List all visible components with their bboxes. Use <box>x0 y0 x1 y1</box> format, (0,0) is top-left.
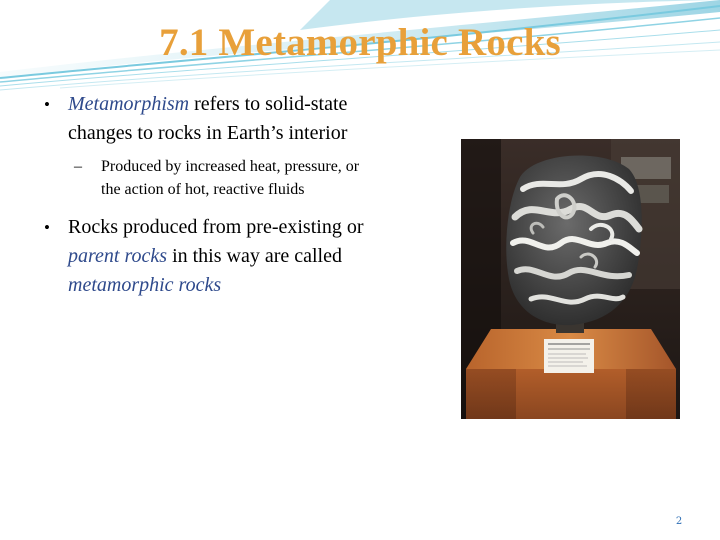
bullet-text: in this way are called <box>167 245 342 267</box>
bullet-metamorphism <box>30 90 450 148</box>
slide-body <box>30 90 450 300</box>
slide-title: 7.1 Metamorphic Rocks <box>159 21 561 64</box>
sub-bullet-text: Produced by increased heat, pressure, or <box>101 158 360 175</box>
sub-bullet-marker: – <box>74 158 82 175</box>
sub-bullet-causes <box>30 155 450 201</box>
bullet-metamorphic-rocks <box>30 213 450 300</box>
metamorphic-rock-photo <box>461 139 680 419</box>
bullet-marker: • <box>44 95 50 114</box>
bullet-text: refers to solid-state <box>189 93 348 115</box>
page-number: 2 <box>675 516 683 527</box>
sub-bullet-text: the action of hot, reactive fluids <box>101 181 305 198</box>
bullet-marker: • <box>44 218 50 237</box>
term-metamorphic-rocks: metamorphic rocks <box>68 274 222 296</box>
term-parent-rocks: parent rocks <box>68 245 168 267</box>
bullet-text: changes to rocks in Earth’s interior <box>68 122 348 144</box>
bullet-text: Rocks produced from pre-existing or <box>68 216 364 238</box>
term-metamorphism: Metamorphism <box>68 93 190 115</box>
